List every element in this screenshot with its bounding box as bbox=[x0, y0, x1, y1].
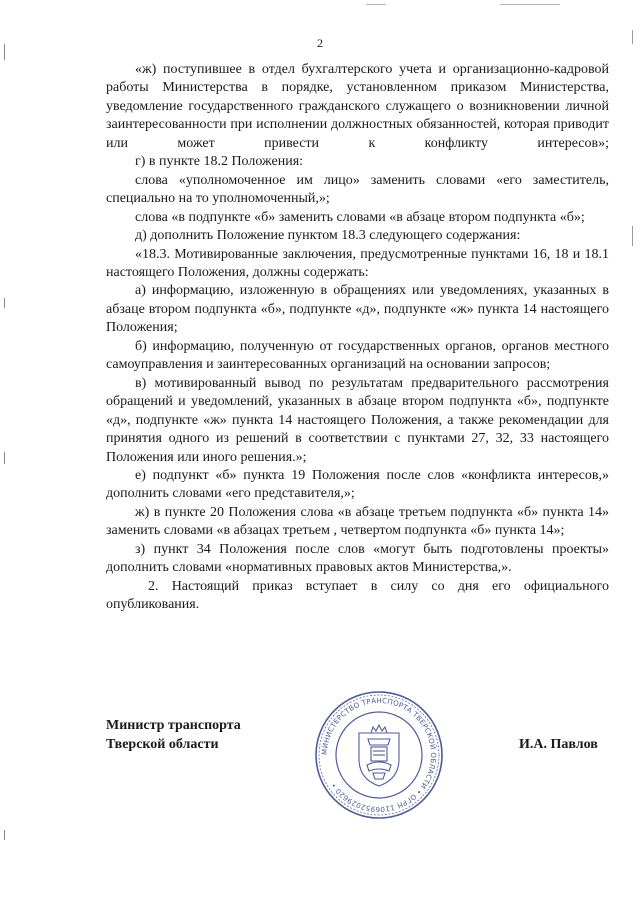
paragraph-effective-date: 2. Настоящий приказ вступает в силу со дня его официального опубликования. bbox=[106, 578, 609, 613]
paragraph-item-e: е) подпункт «б» пункта 19 Положения после слов «конфликта интересов,» дополнить словами «его представителя,»; bbox=[106, 467, 609, 502]
signatory-name: И.А. Павлов bbox=[519, 737, 598, 752]
paragraph-words-replace-1: слова «уполномоченное им лицо» заменить словами «его заместитель, специально на то уполномоченный,»; bbox=[106, 172, 609, 207]
paragraph-item-b: б) информацию, полученную от государственных органов, органов местного самоуправления и заинтересованных организаций на основании запросов; bbox=[106, 338, 609, 373]
official-seal-icon bbox=[313, 689, 445, 821]
scan-edge-mark bbox=[4, 830, 5, 840]
signature-block bbox=[106, 716, 241, 754]
signatory-position-line1: Министр транспорта bbox=[106, 718, 241, 733]
paragraph-item-a: а) информацию, изложенную в обращениях или уведомлениях, указанных в абзаце втором подпункта «б», подпункте «д», подпункте «ж» пункта 14 настоящего Положения; bbox=[106, 283, 609, 336]
page-number: 2 bbox=[317, 36, 323, 50]
scan-edge-mark bbox=[4, 298, 5, 308]
document-body bbox=[106, 61, 609, 615]
paragraph-item-d: д) дополнить Положение пунктом 18.3 следующего содержания: bbox=[135, 228, 521, 244]
seal-ring-text: МИНИСТЕРСТВО ТРАНСПОРТА ТВЕРСКОЙ ОБЛАСТИ • ОГРН 1106952029620 • bbox=[319, 695, 439, 815]
paragraph-item-zh: «ж) поступившее в отдел бухгалтерского учета и организационно-кадровой работы Министерства в порядке, установленном приказом Министерства, уведомление государственного гражданского служащего о возникновении личной заинтересованности при исполнении должностных обязанностей, которая приводит или может привести к конфликту интересов»; bbox=[106, 62, 609, 151]
coat-of-arms-icon bbox=[359, 725, 399, 786]
paragraph-words-replace-2: слова «в подпункте «б» заменить словами «в абзаце втором подпункта «б»; bbox=[135, 209, 585, 225]
paragraph-item-z: з) пункт 34 Положения после слов «могут быть подготовлены проекты» дополнить словами «нормативных правовых актов Министерства,». bbox=[106, 541, 609, 576]
scan-edge-mark bbox=[632, 226, 633, 246]
scan-edge-mark bbox=[4, 452, 5, 464]
paragraph-item-zh2: ж) в пункте 20 Положения слова «в абзаце третьем подпункта «б» пункта 14» заменить словами «в абзацах третьем , четвертом подпункта «б» пункта 14»; bbox=[106, 504, 609, 539]
paragraph-item-g: г) в пункте 18.2 Положения: bbox=[135, 154, 304, 170]
paragraph-18-3: «18.3. Мотивированные заключения, предусмотренные пунктами 16, 18 и 18.1 настоящего Положения, должны содержать: bbox=[106, 246, 609, 280]
paragraph-item-v: в) мотивированный вывод по результатам предварительного рассмотрения обращений и уведомлений, указанных в абзаце втором подпункта «б», подпункте «д», подпункте «ж» пункта 14 настоящего Положения, а также рекомендации для принятия одного из решений в соответствии с пунктами 27, 32, 33 настоящего Положения или иного решения.»; bbox=[106, 375, 609, 465]
signatory-position-line2: Тверской области bbox=[106, 737, 219, 752]
scan-edge-mark bbox=[366, 4, 386, 5]
scan-edge-mark bbox=[500, 4, 560, 5]
